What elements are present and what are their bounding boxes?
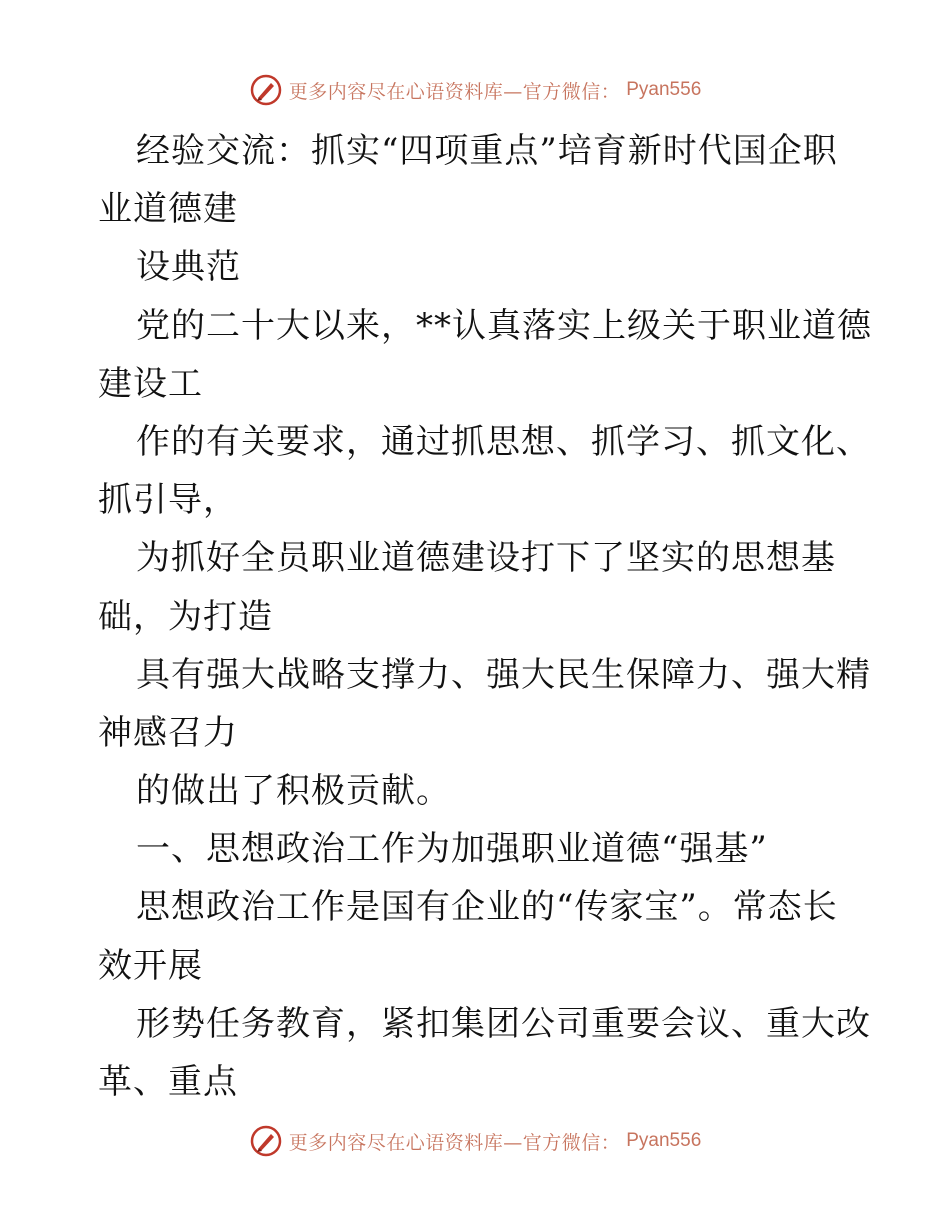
text-line: 思想政治工作是国有企业的“传家宝”。常态长: [136, 887, 838, 928]
pen-logo-icon: [249, 1124, 283, 1158]
watermark-text: 更多内容尽在心语资料库—官方微信：: [288, 1131, 621, 1154]
text-line: 抓引导，: [98, 480, 238, 521]
text-line: 神感召力: [98, 712, 238, 753]
text-line: 经验交流：抓实“四项重点”培育新时代国企职: [136, 131, 838, 171]
text-line: 党的二十大以来，**认真落实上级关于职业道德: [136, 305, 872, 346]
watermark-wechat-id: Pyan556: [626, 1130, 702, 1151]
text-line: 具有强大战略支撑力、强大民生保障力、强大精: [136, 654, 871, 695]
text-line: 设典范: [136, 247, 241, 288]
text-line: 革、重点: [98, 1062, 238, 1102]
text-line: 形势任务教育，紧扣集团公司重要会议、重大改: [136, 1003, 871, 1044]
header-watermark: [0, 70, 950, 110]
document-body: [98, 122, 872, 1111]
footer-watermark: [0, 1121, 950, 1161]
text-line: 效开展: [98, 945, 203, 986]
text-line: 为抓好全员职业道德建设打下了坚实的思想基: [136, 538, 836, 579]
text-line: 础，为打造: [98, 596, 273, 637]
text-line: 作的有关要求，通过抓思想、抓学习、抓文化、: [136, 421, 871, 462]
pen-logo-icon: [249, 73, 283, 107]
text-line: 的做出了积极贡献。: [136, 771, 451, 812]
text-line: 建设工: [98, 363, 203, 404]
text-line: 一、思想政治工作为加强职业道德“强基”: [136, 829, 768, 870]
text-line: 业道德建: [98, 189, 238, 230]
watermark-text: 更多内容尽在心语资料库—官方微信：: [288, 80, 621, 103]
watermark-wechat-id: Pyan556: [626, 79, 702, 100]
